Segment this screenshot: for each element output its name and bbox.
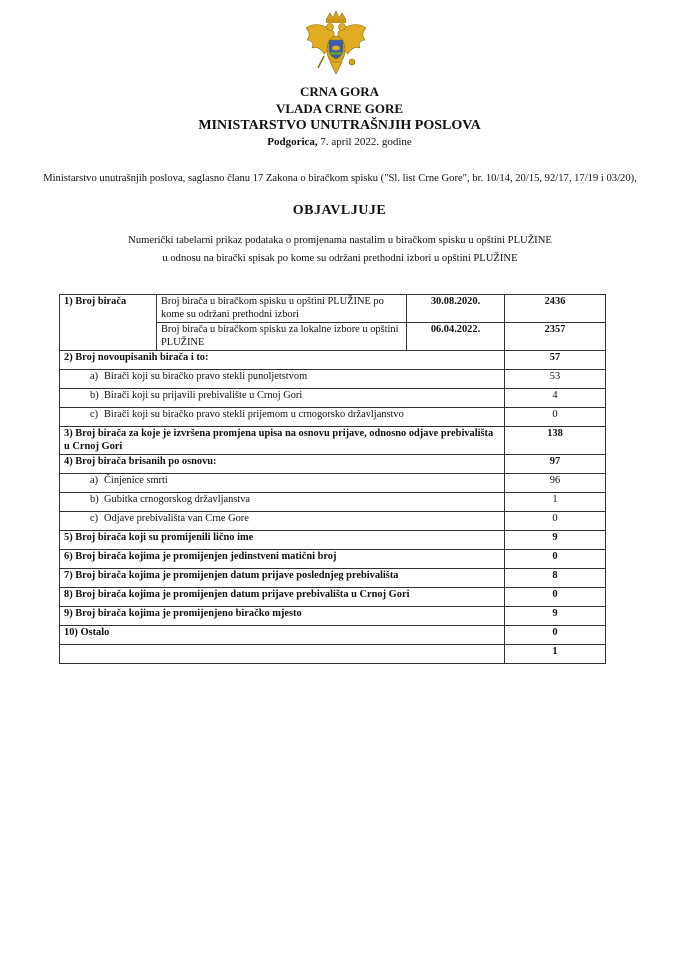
row2-label: 2) Broj novoupisanih birača i to:: [60, 351, 505, 370]
row5-value: 9: [505, 531, 606, 550]
sub-text: Činjenice smrti: [104, 475, 168, 486]
row4c-value: 0: [505, 512, 606, 531]
row2c-value: 0: [505, 408, 606, 427]
row1-curr-desc: Broj birača u biračkom spisku za lokalne izbore u opštini PLUŽINE: [157, 323, 407, 351]
row9-value: 9: [505, 607, 606, 626]
row1-prev-value: 2436: [505, 295, 606, 323]
ministry-title: MINISTARSTVO UNUTRAŠNJIH POSLOVA: [198, 118, 481, 133]
table-row: [60, 351, 606, 370]
table-row: [60, 569, 606, 588]
table-row: [60, 550, 606, 569]
sub-text: Odjave prebivališta van Crne Gore: [104, 513, 249, 524]
table-row: [60, 588, 606, 607]
row1-curr-value: 2357: [505, 323, 606, 351]
table-row: [60, 455, 606, 474]
row4b-label: [60, 493, 505, 512]
row4a-value: 96: [505, 474, 606, 493]
date-line: [0, 136, 679, 148]
table-row: [60, 645, 606, 664]
table-row: [60, 295, 606, 323]
row9-label: 9) Broj birača kojima je promijenjeno biračko mjesto: [60, 607, 505, 626]
row4c-label: [60, 512, 505, 531]
row3-value: 138: [505, 427, 606, 455]
row5-label: 5) Broj birača koji su promijenili lično ime: [60, 531, 505, 550]
government-title: VLADA CRNE GORE: [275, 101, 404, 116]
table-row: [60, 493, 606, 512]
row2a-label: [60, 370, 505, 389]
table-row: [60, 474, 606, 493]
row4-value: 97: [505, 455, 606, 474]
sub-letter: a): [90, 371, 99, 382]
row6-value: 0: [505, 550, 606, 569]
row1-prev-desc: Broj birača u biračkom spisku u opštini PLUŽINE po kome su održani prethodni izbori: [157, 295, 407, 323]
table-row: [60, 389, 606, 408]
row2c-label: [60, 408, 505, 427]
row11-label: [60, 645, 505, 664]
sub-letter: b): [90, 390, 99, 401]
description-line-1: Numerički tabelarni prikaz podataka o promjenama nastalim u biračkom spisku u opštini PLUŽINE: [128, 235, 552, 246]
row4a-label: [60, 474, 505, 493]
sub-letter: b): [90, 494, 99, 505]
voter-statistics-table: [59, 294, 606, 664]
row4-label: 4) Broj birača brisanih po osnovu:: [60, 455, 505, 474]
table-row: [60, 607, 606, 626]
row1-curr-date: 06.04.2022.: [407, 323, 505, 351]
row2b-label: [60, 389, 505, 408]
table-row: [60, 408, 606, 427]
row1-label: 1) Broj birača: [60, 295, 157, 351]
row10-value: 0: [505, 626, 606, 645]
sub-text: Birači koji su prijavili prebivalište u Crnoj Gori: [104, 390, 303, 401]
row1-prev-date: 30.08.2020.: [407, 295, 505, 323]
row2b-value: 4: [505, 389, 606, 408]
date: 7. april 2022. godine: [320, 136, 412, 148]
country-title: CRNA GORA: [299, 84, 380, 99]
city: Podgorica,: [267, 136, 318, 148]
row8-label: 8) Broj birača kojima je promijenjen datum prijave prebivališta u Crnoj Gori: [60, 588, 505, 607]
row6-label: 6) Broj birača kojima je promijenjen jedinstveni matični broj: [60, 550, 505, 569]
row10-label: 10) Ostalo: [60, 626, 505, 645]
montenegro-coat-of-arms: [302, 10, 370, 76]
sub-text: Birači koji su biračko pravo stekli prijemom u crnogorsko državljanstvo: [104, 409, 404, 420]
row8-value: 0: [505, 588, 606, 607]
intro-paragraph: Ministarstvo unutrašnjih poslova, saglasno članu 17 Zakona o biračkom spisku ("Sl. list Crne Gore", br. 10/14, 20/15, 92/17, 17/19 i 03/20),: [43, 173, 637, 184]
table-row: [60, 626, 606, 645]
row2-value: 57: [505, 351, 606, 370]
table-row: [60, 427, 606, 455]
sub-text: Birači koji su biračko pravo stekli punoljetstvom: [104, 371, 308, 382]
sub-text: Gubitka crnogorskog državljanstva: [104, 494, 251, 505]
row3-label: 3) Broj birača za koje je izvršena promjena upisa na osnovu prijave, odnosno odjave prebivališta u Crnoj Gori: [60, 427, 505, 455]
sub-letter: a): [90, 475, 99, 486]
row7-label: 7) Broj birača kojima je promijenjen datum prijave poslednjeg prebivališta: [60, 569, 505, 588]
description-line-2: u odnosu na birački spisak po kome su održani prethodni izbori u opštini PLUŽINE: [162, 253, 518, 264]
table-row: [60, 512, 606, 531]
row2a-value: 53: [505, 370, 606, 389]
sub-letter: c): [90, 513, 99, 524]
table-row: [60, 531, 606, 550]
row7-value: 8: [505, 569, 606, 588]
row11-value: 1: [505, 645, 606, 664]
announce-heading: OBJAVLJUJE: [292, 203, 387, 218]
sub-letter: c): [90, 409, 99, 420]
row4b-value: 1: [505, 493, 606, 512]
table-row: [60, 370, 606, 389]
